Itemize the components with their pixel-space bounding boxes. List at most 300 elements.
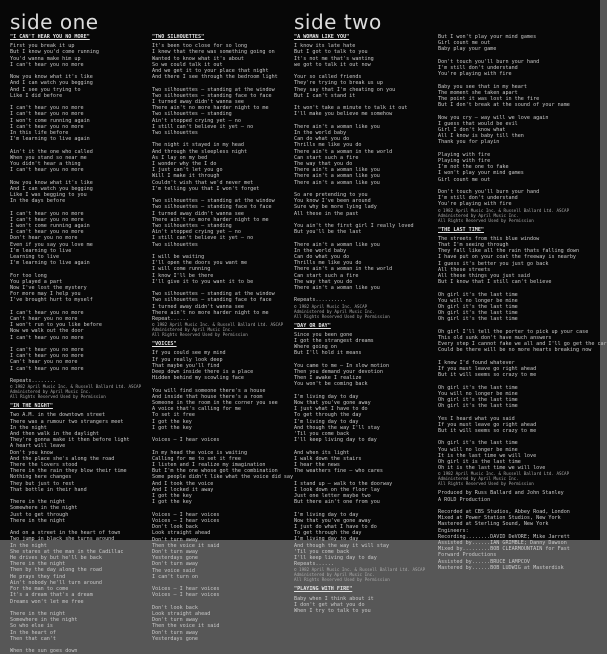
lyric-line: Assisted by......IAN GRIMBLE; Danny Dawson: [438, 540, 567, 547]
lyric-line: When you stand so near me: [10, 154, 87, 161]
lyric-line: I look down on the floor lay: [294, 486, 380, 493]
lyric-line: we got to talk it out now: [294, 61, 371, 68]
copyright-credit: © 1982 April Music Inc. ASCAP: [294, 303, 368, 309]
lyric-line: I won't come running again: [10, 223, 90, 230]
lyric-line: Two silhouettes: [152, 241, 199, 248]
lyric-line: And I can watch you begging: [10, 80, 93, 87]
lyric-line: Produced by Russ Ballard and John Stanley: [438, 490, 564, 497]
lyric-line: I can't hear you no more: [10, 347, 84, 354]
lyric-line: Baby play your game: [438, 46, 497, 53]
lyric-line: I'm living day to day: [294, 418, 359, 425]
lyric-line: I still can't believe it yet — no: [152, 235, 254, 242]
copyright-credit: All Rights Reserved Used by Permission: [10, 394, 106, 400]
lyric-line: All these things you just said: [438, 273, 531, 280]
copyright-credit: Administered by April Music Inc.: [438, 476, 519, 482]
lyric-line: Will I make it through: [152, 173, 220, 180]
lyric-line: There in the night: [10, 610, 66, 617]
lyric-line: You're playing with fire: [438, 201, 512, 208]
lyric-line: I can't hear you no more: [10, 61, 84, 68]
lyric-line: I got the key: [152, 424, 192, 431]
lyric-line: The way that you do: [294, 161, 353, 168]
lyric-line: For too long: [10, 272, 47, 279]
lyric-line: You didn't hear a thing: [10, 161, 81, 168]
lyric-line: And though the way it will stay: [294, 542, 390, 549]
lyric-line: They're trying to break us up: [294, 80, 383, 87]
lyric-line: I guess it's better you just go back: [438, 260, 549, 267]
lyric-line: A ROLD Production: [438, 496, 491, 503]
lyric-line: To get through the day: [294, 412, 362, 419]
lyric-line: Don't turn away: [152, 536, 199, 543]
lyric-line: The moment she taken apart: [438, 89, 518, 96]
lyric-line: And there I see through the bedroom light: [152, 74, 278, 81]
lyric-line: I knew I'd found whatever: [438, 359, 515, 366]
lyric-line: Two silhouettes — standing face to face: [152, 92, 272, 99]
lyric-line: There ain't no more harder night to me: [152, 105, 269, 112]
lyric-line: Oh girl it is the last time: [438, 459, 521, 466]
lyric-line: 'Til you come back: [294, 431, 350, 438]
copyright-credit: © 1982 April Music Inc. & Russell Ballard Ltd. ASCAP: [152, 322, 284, 328]
song-title: "IN THE NIGHT": [10, 403, 53, 410]
lyric-line: Recording........DAVID DeVORE; Mike Jarrett: [438, 533, 570, 540]
lyric-line: I hear the news: [294, 462, 341, 469]
lyric-line: Can start such a fire: [294, 154, 359, 161]
lyric-line: That bottle in their hand: [10, 486, 87, 493]
lyric-line: Girl count me out: [438, 176, 491, 183]
lyric-line: If you really look deep: [152, 356, 223, 363]
song-section: [152, 341, 294, 642]
lyric-line: Baby when I think about it: [294, 595, 374, 602]
lyric-line: They fall like all the rain thats falling down: [438, 248, 580, 255]
lyric-line: Every step I cannot fake we all and I'll go get the car: [438, 341, 607, 348]
side-one-heading: side one: [10, 10, 99, 34]
lyric-line: You will find someone there's a house: [152, 387, 266, 394]
song-title: "TWO SILHOUETTES": [152, 34, 205, 40]
lyric-line: Deep down inside there is a place: [152, 369, 254, 376]
lyric-line: But it will seems so crazy to me: [438, 372, 537, 379]
lyric-line: They but just to rest: [10, 480, 75, 487]
lyric-line: And I took the voice: [152, 480, 214, 487]
lyric-line: I'm not the one to fake: [438, 164, 509, 171]
lyric-line: When I try to talk to you: [294, 608, 371, 615]
song-title: "THE LAST TIME": [438, 226, 485, 233]
lyric-line: I'm still don't understand: [438, 195, 518, 202]
lyric-line: The point it was lost in the fire: [438, 96, 540, 102]
song-title: "PLAYING WITH FIRE": [294, 586, 353, 593]
lyric-line: I still can't believe it yet — no: [152, 123, 254, 130]
lyric-line: Somewhere in the night: [10, 617, 78, 624]
lyric-line: And we get it to your place that night: [152, 68, 269, 75]
lyric-line: Don't look back: [152, 524, 199, 531]
lyric-line: Thank you for playin: [438, 139, 500, 146]
lyric-line: Just to get through: [10, 511, 69, 518]
lyrics-column-1: [10, 34, 146, 654]
lyric-line: Dreams won't let me free: [10, 598, 84, 605]
lyric-line: But I know that I still can't believe: [438, 279, 552, 286]
lyric-line: A voice that's calling for me: [152, 406, 241, 413]
lyric-line: I listen and I realize my imagination: [152, 462, 266, 469]
lyric-line: 'Til you come back: [294, 548, 350, 555]
lyric-line: Oh girl it's the last time: [438, 440, 518, 447]
lyric-line: Voices — I hear voices: [152, 517, 220, 524]
lyric-line: Now you cry — way will we love again: [438, 114, 549, 121]
lyrics-column-3: [294, 34, 430, 615]
lyric-line: There ain't a woman like you: [294, 167, 380, 174]
lyric-line: In the night: [10, 424, 47, 431]
lyric-line: All these in the past: [294, 210, 359, 217]
lyric-line: Ain't nobody he'll turn around: [10, 579, 103, 586]
lyric-line: I can't hear you no more: [10, 210, 84, 217]
lyric-line: But I don't break at the sound of your name: [438, 102, 570, 109]
song-section: [438, 226, 607, 487]
lyric-line: I got the strangest dreams: [294, 338, 374, 345]
lyric-line: Two silhouettes — standing face to face: [152, 204, 272, 211]
lyric-line: Now that you've gone away: [294, 400, 371, 407]
lyric-line: Could be there will be no more hearts breaking now: [438, 347, 592, 354]
lyric-line: Ain't it the one who called: [10, 148, 93, 155]
lyric-line: And the place she's along the road: [10, 455, 115, 462]
lyric-line: Ain't stopped crying yet — no: [152, 229, 241, 236]
lyric-line: You won't be coming back: [294, 381, 368, 388]
lyric-line: Then I awake I realize: [294, 375, 362, 382]
lyric-line: Don't touch you'll burn your hand: [438, 189, 540, 195]
lyric-line: To set it free: [152, 412, 195, 419]
lyric-line: But there ain't one from you: [294, 499, 380, 506]
lyric-line: So we could talk it out: [152, 61, 223, 68]
lyric-line: I'm living day to day: [294, 536, 359, 543]
lyric-line: Two silhouettes — standing: [152, 223, 232, 230]
lyric-line: And when its light: [294, 449, 350, 456]
lyric-line: I can't hear you no more: [10, 365, 84, 372]
lyric-line: Can start such a fire: [294, 272, 359, 279]
lyric-line: Then the voice it said: [152, 542, 220, 549]
lyric-line: Like I did before: [10, 92, 63, 99]
lyric-line: Engineers:: [438, 527, 469, 534]
lyric-line: Then you demand your devotion: [294, 369, 383, 376]
lyric-line: Two A.M. in the downtown street: [10, 412, 106, 419]
lyric-line: I'm learning to live: [10, 247, 72, 254]
lyric-line: The weathers fine — who cares: [294, 468, 383, 475]
lyric-line: And through the sleepless night: [152, 148, 248, 155]
lyric-line: Can't hear you no more: [10, 316, 78, 323]
lyrics-column-4: [438, 34, 607, 571]
copyright-credit: All Rights Reserved Used by Permission: [294, 577, 390, 583]
lyric-line: Then the voice it said: [152, 623, 220, 630]
lyric-line: I can't hear you no more: [10, 309, 84, 316]
lyric-line: I know its late hate: [294, 43, 356, 50]
lyric-line: Someone in the room in the corner you see: [152, 400, 278, 407]
lyric-line: I turned away didn't wanna see: [152, 99, 245, 106]
lyric-line: I can't hear you no more: [10, 111, 84, 118]
lyric-line: I'm learning to live again: [10, 260, 90, 267]
lyric-line: Like I was begging to you: [10, 192, 87, 199]
lyric-line: The streets from this blue window: [438, 235, 540, 242]
lyric-line: There ain't a woman like you: [294, 179, 380, 186]
lyric-line: I won't play your mind games: [438, 170, 524, 177]
lyric-line: Two silhouettes — standing: [152, 111, 232, 118]
lyric-line: I know I'll be there: [152, 272, 214, 279]
copyright-credit: Administered by April Music Inc.: [294, 572, 375, 578]
lyric-line: Voices — I hear voices: [152, 592, 220, 599]
lyric-line: Voices — I hear voices: [152, 586, 220, 593]
lyric-line: In the night: [10, 542, 47, 549]
song-section: [152, 34, 288, 337]
lyric-line: They say that I'm cheating on you: [294, 86, 396, 93]
lyric-line: There ain't a woman like you: [294, 241, 380, 248]
lyric-line: Can't hear you no more: [10, 359, 78, 366]
lyric-line: In the world baby: [294, 130, 347, 136]
lyric-line: I'm learning to live again: [10, 136, 90, 143]
lyric-line: Mastered by......BOB LUDWIG at Masterdisk: [438, 564, 564, 571]
lyric-line: I got the key: [152, 418, 192, 425]
lyric-line: I knew that there was something going on: [152, 49, 275, 56]
lyric-line: You ain't the first girl I really loved: [294, 223, 414, 230]
lyric-line: Oh girl it's the last time: [438, 403, 518, 410]
lyric-line: Two silhouettes — standing at the window: [152, 198, 275, 205]
lyric-line: Two silhouettes — standing face to face: [152, 297, 272, 304]
lyric-line: I'll open the doors you want me: [152, 260, 248, 267]
lyric-line: There the lovers stood: [10, 462, 78, 469]
lyric-line: Oh girl it's the last time: [438, 316, 518, 323]
lyric-line: Ain't stopped crying yet — no: [152, 117, 241, 124]
lyric-line: Oh girl it's the last time: [438, 384, 518, 391]
copyright-credit: All Rights Reserved Used by Permission: [438, 217, 534, 223]
lyric-line: It is the last time we will love: [438, 452, 537, 459]
song-title: "A WOMAN LIKE YOU": [294, 34, 350, 40]
lyric-line: Two jump in black she turns around: [10, 536, 115, 543]
lyric-line: This old sunk don't have much answers: [438, 335, 552, 342]
lyric-line: I'm living day to day: [294, 511, 359, 518]
lyric-line: I wonder why the I do: [152, 161, 217, 168]
lyric-line: Oh girl it's the last time: [438, 291, 518, 298]
lyric-line: Couldn't wish that we'd never met: [152, 179, 254, 186]
lyric-line: There ain't a woman in the world: [294, 266, 393, 273]
lyric-line: If you must leave go right ahead: [438, 421, 537, 428]
lyric-line: It's a dream that's a dream: [10, 592, 93, 599]
lyric-line: I guess that would be evil: [438, 120, 518, 127]
lyric-line: Two silhouettes: [152, 130, 199, 137]
lyric-line: I can't hear you no more: [10, 334, 84, 341]
lyric-line: For more may I help you: [10, 291, 81, 298]
lyric-line: Wanted to know what it's about: [152, 55, 245, 62]
copyright-credit: All Rights Reserved Used by Permission: [294, 313, 390, 319]
lyric-line: Somewhere in the night: [10, 505, 78, 512]
song-section: [294, 34, 430, 319]
lyric-line: Don't you know: [10, 449, 53, 456]
lyric-line: Then by the day along the road: [10, 567, 103, 574]
lyric-line: That I'm seeing through: [438, 242, 509, 249]
lyric-line: If you could see my mind: [152, 350, 226, 357]
lyric-line: Assisted by......BRUCE LAMPCOV: [438, 558, 531, 565]
lyric-line: I will be waiting: [152, 254, 205, 261]
lyric-line: A heart will leave: [10, 443, 66, 450]
lyric-line: Oh girl I'll tell the porter to pick up your case: [438, 328, 589, 335]
lyric-line: Then that can't: [10, 635, 57, 642]
lyric-line: Mastered at Sterling Sound, New York: [438, 521, 549, 528]
lyric-line: Don't look back: [152, 604, 199, 611]
lyric-line: I'm telling you that I won't forget: [152, 185, 260, 192]
lyric-line: Nothing here changes: [10, 474, 72, 481]
lyric-line: Baby you see that in my heart: [438, 83, 527, 90]
lyric-line: There in the night: [10, 499, 66, 506]
lyric-line: When the sun goes down: [10, 648, 78, 654]
lyric-line: It won't take a minute to talk it out: [294, 105, 408, 112]
lyric-line: But I got to talk to you: [294, 49, 368, 56]
lyric-line: I just do what I have to do: [294, 524, 377, 531]
lyric-line: Don't touch you'll burn your hand: [438, 58, 540, 65]
lyric-line: And I see you trying to: [10, 86, 81, 93]
lyric-line: Look straight ahead: [152, 610, 211, 617]
lyric-line: The way that you do: [294, 278, 353, 285]
lyric-line: He drives by but he'll be back: [10, 555, 103, 562]
copyright-credit: © 1982 April Music Inc. & Russell Ballard Ltd. ASCAP: [294, 567, 426, 573]
lyric-line: To get through the day: [294, 530, 362, 537]
lyric-line: I will come running: [152, 266, 211, 273]
lyric-line: Now you know what it's like: [10, 74, 93, 81]
lyric-line: Don't hear you no more: [10, 235, 78, 242]
song-section: [294, 323, 430, 583]
lyric-line: There in the night: [10, 517, 66, 524]
lyric-line: I have put on your coat the freeway is nearby: [438, 254, 577, 261]
lyric-line: As I lay on my bed: [152, 154, 208, 161]
lyric-line: Sure why be more lying lady: [294, 204, 377, 211]
lyric-line: If you must leave go right ahead: [438, 366, 537, 373]
lyric-line: There ain't a woman like you: [294, 285, 380, 292]
lyric-line: Playing with fire: [438, 158, 491, 164]
copyright-credit: Administered by April Music Inc.: [10, 389, 91, 395]
lyric-line: All these streets: [438, 266, 491, 273]
lyric-line: Don't turn away: [152, 629, 199, 636]
lyric-line: In the heart of: [10, 629, 57, 636]
lyric-line: I'm living day to day: [294, 393, 359, 400]
lyric-line: You're playing with fire: [438, 71, 512, 78]
side-two-heading: side two: [294, 10, 382, 34]
lyric-line: And I locked it away: [152, 486, 214, 493]
lyric-line: Playing with fire: [438, 151, 491, 158]
lyric-line: I stand up — walk to the doorway: [294, 480, 393, 487]
lyric-line: I can't hear you no more: [10, 167, 84, 174]
lyric-line: You came to me — In slow motion: [294, 362, 390, 369]
lyric-line: I can't hear you no more: [10, 353, 84, 360]
lyric-line: I'll make you believe me somehow: [294, 111, 393, 118]
song-section: [10, 34, 146, 399]
lyric-line: Mixed at Power Station Studios, New York: [438, 515, 561, 522]
lyric-line: There in the night: [10, 561, 66, 568]
lyric-line: Repeats......: [294, 561, 334, 568]
lyric-line: That maybe you'll find: [152, 362, 220, 369]
lyric-line: Thrills me like you do: [294, 142, 362, 149]
lyric-line: Two silhouettes — standing at the window: [152, 291, 275, 298]
lyric-line: Where going on: [294, 344, 337, 351]
lyric-line: And I can watch you begging: [10, 185, 93, 192]
lyric-line: But you'll be the last: [294, 229, 362, 236]
lyric-line: I can't turn on: [152, 573, 199, 580]
lyric-line: But I'm the one whose got the combination: [152, 468, 278, 475]
lyric-line: And though the way I'll stay: [294, 424, 380, 431]
lyric-line: First you break it up: [10, 43, 75, 50]
lyric-line: Now we walk out the door: [10, 328, 84, 335]
lyric-line: You know I've been around: [294, 198, 371, 205]
lyric-line: I just can't let you go: [152, 167, 223, 174]
lyric-line: Now I've lost the mystery: [10, 285, 87, 292]
lyric-line: Now you know what it's like: [10, 179, 93, 186]
lyric-line: Don't turn away: [152, 548, 199, 555]
copyright-credit: All Rights Reserved Used by Permission: [152, 332, 248, 338]
lyric-line: Some people didn't like what the voice did say: [152, 474, 294, 481]
lyric-line: Oh girl it's the last time: [438, 397, 518, 404]
lyric-line: Voices — I hear voices: [152, 511, 220, 518]
lyrics-column-2: [152, 34, 294, 642]
lyric-line: You will no longer be mine: [438, 297, 518, 304]
lyric-line: It's not me that's wanting: [294, 55, 374, 62]
lyric-line: The night it stayed in my head: [152, 142, 245, 149]
lyric-line: But I'll hold it means: [294, 350, 362, 357]
lyric-line: But it will seems so crazy to me: [438, 428, 537, 435]
song-title: "I CAN'T HEAR YOU NO MORE": [10, 34, 90, 40]
lyric-line: Yesterdays gone: [152, 555, 199, 562]
lyric-line: There ain't no more harder night to me: [152, 309, 269, 316]
song-title: "VOICES": [152, 341, 177, 348]
lyric-line: And on a street in the heart of town: [10, 530, 121, 537]
lyric-line: There ain't a woman in the world: [294, 148, 393, 155]
lyric-line: Don't turn away: [152, 561, 199, 568]
lyric-line: Oh girl it's the last time: [438, 304, 518, 311]
lyric-line: There ain't a woman like you: [294, 123, 380, 130]
lyric-line: Thrills me like you do: [294, 260, 362, 267]
lyric-line: You'd wanna make him up: [10, 55, 81, 62]
lyric-line: Girl I don't know what: [438, 127, 506, 133]
lyric-line: I've brought hurt to myself: [10, 297, 93, 304]
lyric-line: Since you been gone: [294, 331, 353, 338]
lyric-line: In the days before: [10, 198, 66, 205]
lyric-line: The voice said: [152, 567, 195, 574]
lyric-line: It's been too close for so long: [152, 43, 248, 50]
lyric-line: Girl count me out: [438, 40, 491, 47]
copyright-credit: © 1982 April Music Inc. & Russell Ballard Ltd. ASCAP: [438, 471, 570, 477]
copyright-credit: © 1982 April Music Inc. & Russell Ballard Ltd. ASCAP: [438, 207, 570, 213]
lyric-line: I won't come running again: [10, 117, 90, 124]
lyric-line: All I know is baby till then: [438, 133, 524, 140]
lyric-line: I turned away didn't wanna see: [152, 210, 245, 217]
lyric-line: Don't turn away: [152, 617, 199, 624]
lyric-line: In this life before: [10, 130, 69, 137]
lyric-line: Can do what you do: [294, 136, 350, 143]
lyric-line: Your so called friends: [294, 74, 362, 81]
lyric-line: He prays they find: [10, 573, 66, 580]
lyric-line: And then walk in the daylight: [10, 431, 99, 438]
lyric-line: Two silhouettes — standing at the window: [152, 86, 275, 93]
copyright-credit: © 1982 April Music Inc. & Russell Ballard Ltd. ASCAP: [10, 384, 142, 390]
lyric-line: There was a rumour two strangers meet: [10, 418, 124, 425]
lyric-line: But I know you'd come running: [10, 49, 99, 56]
lyric-line: Repeat......: [152, 316, 189, 323]
lyric-line: Yesterdays gone: [152, 635, 199, 642]
song-section: [438, 490, 590, 571]
lyric-line: Even if you say you love me: [10, 241, 93, 248]
lyric-line: Yes I heard what you said: [438, 415, 515, 422]
lyric-line: Calling for me to set it free: [152, 455, 241, 462]
lyric-line: I just what I have to do: [294, 406, 368, 413]
lyric-line: I can't hear you no more: [10, 229, 84, 236]
lyric-line: But I can't stand it: [294, 92, 356, 99]
lyric-line: I'll keep living day to day: [294, 555, 377, 562]
lyric-line: Can do what you do: [294, 254, 350, 261]
song-section: [294, 586, 430, 614]
lyric-line: Now that you've gone away: [294, 517, 371, 524]
lyric-line: Learning to live: [10, 254, 60, 261]
copyright-credit: Administered by April Music Inc.: [152, 327, 233, 333]
song-title: "DAY OR DAY": [294, 322, 331, 329]
lyric-line: I got the key: [152, 499, 192, 506]
